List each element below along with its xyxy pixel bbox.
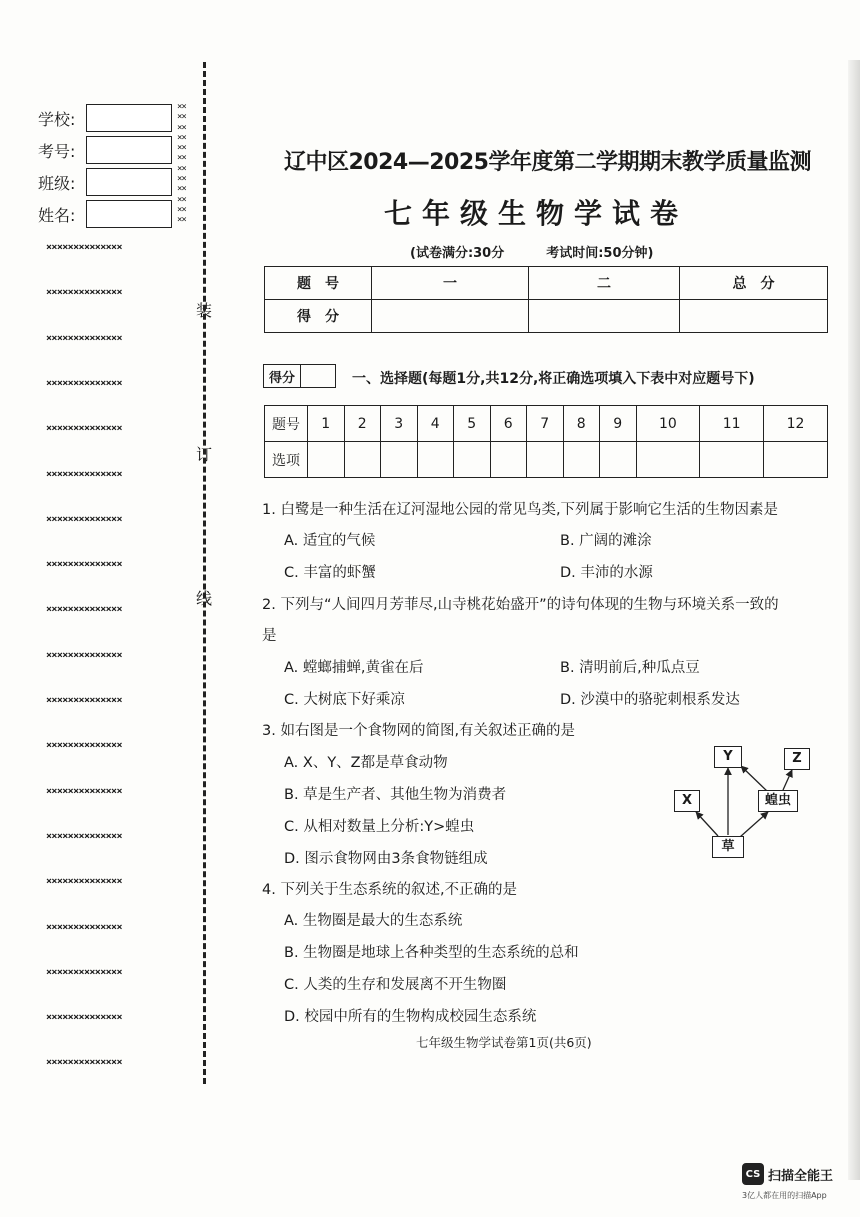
exam-number-label: 考号: [38,141,76,161]
name-field [38,200,172,228]
page-edge-shadow [848,60,860,1180]
x-mark-row: ×××××××××××××× [46,513,122,525]
answer-number-cell: 8 [563,406,600,442]
answer-option-cell[interactable] [344,442,381,478]
exam-info [410,242,653,261]
class-label: 班级: [38,173,76,193]
x-mark-column: ×× ×× ×× ×× ×× ×× ×× ×× ×× ×× ×× ×× [177,102,186,226]
exam-number-input[interactable] [86,136,172,164]
x-mark-row: ×××××××××××××× [46,1057,122,1069]
answer-option-cell[interactable] [308,442,345,478]
food-web-node-grass: 草 [712,836,744,858]
exam-subtitle: 七年级生物学试卷 [384,197,689,230]
binding-dashed-line [203,62,206,1084]
food-web-node-x: X [674,790,700,812]
answer-header-label: 题号 [265,406,308,442]
x-mark-row: ×××××××××××××× [46,1012,122,1024]
x-mark-row: ×××××××××××××× [46,740,122,752]
answer-number-cell: 2 [344,406,381,442]
score-input-cell[interactable] [529,300,680,333]
x-mark-row: ×××××××××××××× [46,332,122,344]
section-score-label: 得分 [263,364,301,388]
x-mark-row: ×××××××××××××× [46,785,122,797]
binding-char-zhuang: 装 [196,301,213,320]
question-1-stem: 1. 白鹭是一种生活在辽河湿地公园的常见鸟类,下列属于影响它生活的生物因素是 [262,502,779,518]
question-4-option-d: D. 校园中所有的生物构成校园生态系统 [284,1009,537,1025]
scanner-watermark [742,1163,833,1185]
answer-option-cell[interactable] [700,442,764,478]
score-table-cell: 二 [529,267,680,300]
question-2-option-d: D. 沙漠中的骆驼刺根系发达 [560,692,740,708]
full-score: (试卷满分:30分 [410,246,505,261]
question-2-stem-cont: 是 [262,628,277,644]
question-2-stem: 2. 下列与“人间四月芳菲尽,山寺桃花始盛开”的诗句体现的生物与环境关系一致的 [262,597,779,613]
x-mark-row: ×××××××××××××× [46,966,122,978]
question-3-option-c: C. 从相对数量上分析:Y>蝗虫 [284,819,475,835]
arrow-locust-to-z [783,770,792,790]
food-web-node-y: Y [714,746,742,768]
question-4-option-c: C. 人类的生存和发展离不开生物圈 [284,977,507,993]
school-label: 学校: [38,109,76,129]
answer-option-cell[interactable] [764,442,828,478]
score-table-cell: 得 分 [265,300,372,333]
cs-logo-icon: CS [742,1163,764,1185]
question-2-option-a: A. 螳螂捕蝉,黄雀在后 [284,660,424,676]
x-mark-row: ×××××××××××××× [46,468,122,480]
question-3-option-a: A. X、Y、Z都是草食动物 [284,755,448,771]
exam-time: 考试时间:50分钟) [546,246,654,261]
food-web-diagram [668,740,808,862]
section-score-input[interactable] [301,364,336,388]
answer-option-cell[interactable] [490,442,527,478]
question-2-option-c: C. 大树底下好乘凉 [284,692,405,708]
score-table [264,266,828,333]
question-4-option-a: A. 生物圈是最大的生态系统 [284,913,463,929]
answer-number-cell: 1 [308,406,345,442]
answer-option-row [265,442,828,478]
answer-number-cell: 6 [490,406,527,442]
class-input[interactable] [86,168,172,196]
arrow-grass-to-locust [740,812,768,837]
question-1-option-a: A. 适宜的气候 [284,533,376,549]
score-table-cell: 一 [372,267,529,300]
score-table-cell: 题 号 [265,267,372,300]
x-mark-row: ×××××××××××××× [46,377,122,389]
answer-number-row [265,406,828,442]
x-mark-row: ×××××××××××××× [46,649,122,661]
answer-number-cell: 5 [454,406,491,442]
score-input-cell[interactable] [680,300,828,333]
answer-option-cell[interactable] [563,442,600,478]
answer-number-cell: 4 [417,406,454,442]
page-footer: 七年级生物学试卷第1页(共6页) [416,1035,592,1050]
question-4-option-b: B. 生物圈是地球上各种类型的生态系统的总和 [284,945,579,961]
section-score-box [263,364,336,388]
score-input-cell[interactable] [372,300,529,333]
question-1-option-d: D. 丰沛的水源 [560,565,653,581]
food-web-node-locust: 蝗虫 [758,790,798,812]
answer-number-cell: 10 [636,406,700,442]
answer-number-cell: 7 [527,406,564,442]
answer-number-cell: 12 [764,406,828,442]
arrow-locust-to-y [741,766,768,792]
answer-table [264,405,828,478]
answer-number-cell: 3 [381,406,418,442]
question-1-option-c: C. 丰富的虾蟹 [284,565,376,581]
score-table-header-row [265,267,828,300]
x-mark-row: ×××××××××××××× [46,559,122,571]
school-field [38,104,172,132]
score-table-score-row [265,300,828,333]
x-mark-row: ×××××××××××××× [46,695,122,706]
answer-option-cell[interactable] [454,442,491,478]
answer-option-cell[interactable] [527,442,564,478]
cs-app-name: 扫描全能王 [768,1168,834,1184]
answer-option-cell[interactable] [381,442,418,478]
x-mark-row: ×××××××××××××× [46,830,122,842]
question-3-option-b: B. 草是生产者、其他生物为消费者 [284,787,507,803]
section-title: 一、选择题(每题1分,共12分,将正确选项填入下表中对应题号下) [352,371,755,387]
answer-number-cell: 11 [700,406,764,442]
answer-number-cell: 9 [600,406,637,442]
name-input[interactable] [86,200,172,228]
x-mark-row: ×××××××××××××× [46,423,122,435]
question-3-stem: 3. 如右图是一个食物网的简图,有关叙述正确的是 [262,723,576,739]
x-mark-row: ×××××××××××××× [46,604,122,616]
cs-tagline: 3亿人都在用的扫描App [742,1191,827,1200]
binding-char-ding: 订 [196,445,213,464]
question-3-option-d: D. 图示食物网由3条食物链组成 [284,851,488,867]
binding-char-xian: 线 [196,589,213,608]
question-4-stem: 4. 下列关于生态系统的叙述,不正确的是 [262,882,518,898]
x-mark-row: ×××××××××××××× [46,242,122,253]
answer-option-label: 选项 [265,442,308,478]
food-web-node-z: Z [784,748,810,770]
exam-title: 辽中区2024—2025学年度第二学期期末教学质量监测 [284,150,811,175]
answer-option-cell[interactable] [417,442,454,478]
name-label: 姓名: [38,205,76,225]
x-mark-row: ×××××××××××××× [46,921,122,933]
exam-number-field [38,136,172,164]
answer-option-cell[interactable] [600,442,637,478]
arrow-grass-to-x [696,812,718,836]
x-mark-row: ×××××××××××××× [46,287,122,299]
x-mark-row: ×××××××××××××× [46,876,122,888]
answer-option-cell[interactable] [636,442,700,478]
question-2-option-b: B. 清明前后,种瓜点豆 [560,660,700,676]
score-table-cell: 总 分 [680,267,828,300]
question-1-option-b: B. 广阔的滩涂 [560,533,652,549]
class-field [38,168,172,196]
school-input[interactable] [86,104,172,132]
